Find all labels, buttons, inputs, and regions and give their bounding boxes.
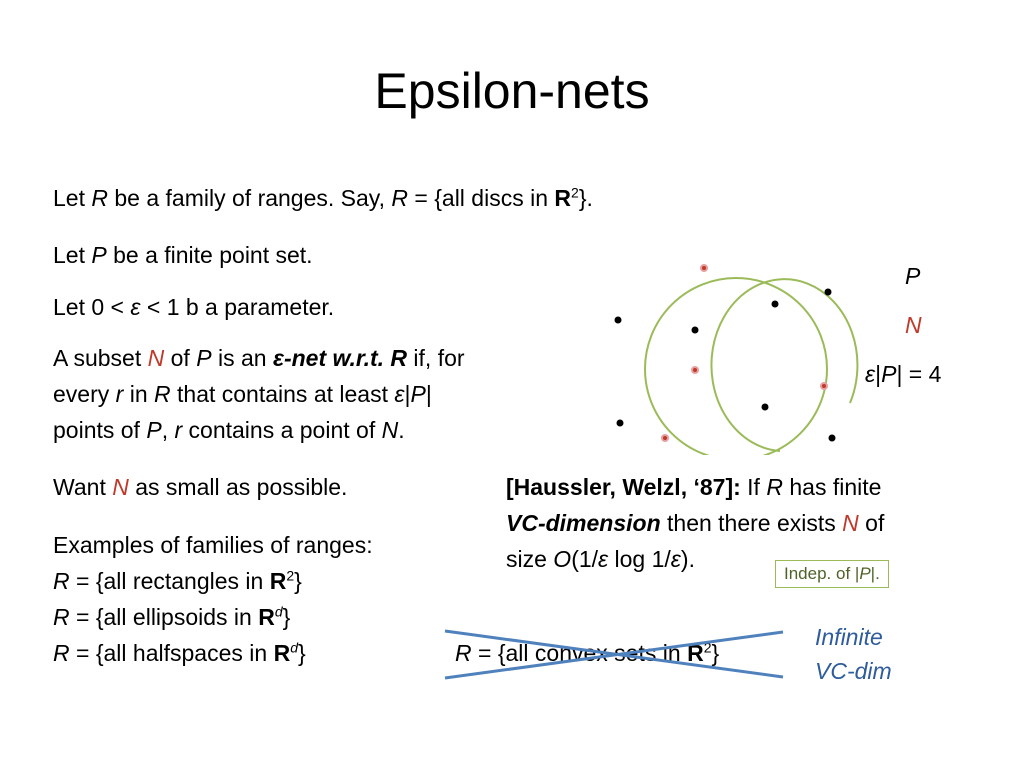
epsilon-p-equation: ε|P| = 4 — [865, 361, 942, 387]
example-halfspaces: R = {all halfspaces in $R^d$} — [53, 639, 306, 666]
point-n — [692, 367, 698, 373]
point-p — [617, 420, 624, 427]
want-line: Want N as small as possible. — [53, 474, 348, 500]
example-ellipsoids: R = {all ellipsoids in $R^d$} — [53, 603, 291, 630]
ranges-line: Let R be a family of ranges. Say, R = {all discs in $R^2$}. — [53, 184, 593, 211]
point-p — [762, 404, 769, 411]
point-p — [772, 301, 779, 308]
independence-note-box: Indep. of |P|. — [775, 560, 889, 588]
point-set-line: Let P be a finite point set. — [53, 242, 313, 268]
parameter-line: Let 0 < ε < 1 b a parameter. — [53, 294, 335, 320]
definition-paragraph: A subset N of P is an ε-net w.r.t. R if, for every r in R that contains at least ε|P| points of P, r contains a point of N. — [53, 345, 465, 443]
examples-list — [53, 527, 373, 671]
point-p — [829, 435, 836, 442]
examples-heading: Examples of families of ranges: — [53, 532, 373, 558]
point-n — [662, 435, 668, 441]
point-n — [821, 383, 827, 389]
point-p — [825, 289, 832, 296]
theorem-paragraph: [Haussler, Welzl, ‘87]: If R has finite VC-dimension then there exists N of size O(1/ε log 1/ε). — [506, 474, 885, 572]
slide-title: Epsilon-nets — [374, 63, 650, 119]
legend-p-label: P — [905, 263, 921, 289]
point-p — [692, 327, 699, 334]
infinite-vc-note: Infinite VC-dim — [815, 624, 892, 684]
convex-sets-line: R = {all convex sets in $R^2$} — [455, 639, 720, 666]
epsilon-net-diagram — [590, 255, 870, 455]
legend-n-label: N — [905, 312, 922, 338]
cross-out-mark — [440, 625, 790, 685]
point-n — [701, 265, 707, 271]
point-p — [615, 317, 622, 324]
example-rectangles: R = {all rectangles in $R^2$} — [53, 567, 302, 594]
disc-right — [711, 279, 857, 451]
